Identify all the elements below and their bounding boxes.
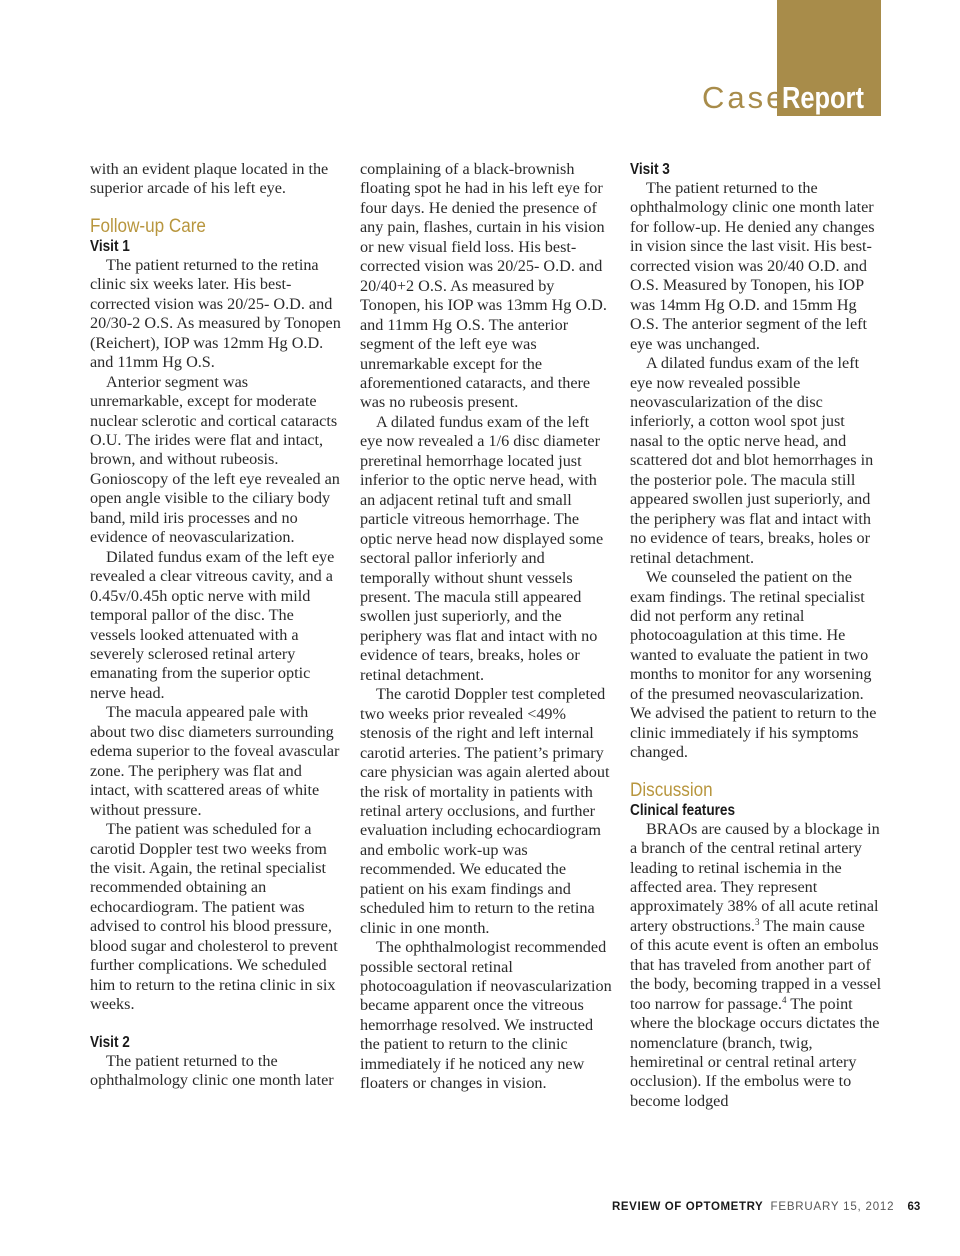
paragraph-text: BRAOs are caused by a blockage in a branch of the central retinal artery leading to retinal ischemia in the affected area. They represent approximately 38% of all acute retinal artery obstructions.: [630, 819, 880, 935]
publication-name: REVIEW OF OPTOMETRY: [612, 1201, 764, 1213]
paragraph: The macula appeared pale with about two disc diameters surrounding edema superior to the foveal avascular zone. The periphery was flat and intact, with scattered areas of white without pressure.: [90, 703, 340, 819]
text-column-3: [630, 160, 882, 1111]
paragraph: The patient was scheduled for a carotid Doppler test two weeks from the visit. Again, the retinal specialist recommended obtaining an echocardiogram. The patient was advised to control his blood pressure, blood sugar and cholesterol to prevent further complications. We scheduled him to return to the retina clinic in six weeks.: [90, 820, 338, 1014]
subheading-visit-2: Visit 2: [90, 1033, 130, 1051]
subheading-visit-1: Visit 1: [90, 237, 130, 255]
reference-marker: 4: [781, 994, 787, 1005]
paragraph: We counseled the patient on the exam findings. The retinal specialist did not perform any retinal photocoagulation at this time. He wanted to evaluate the patient in two months to monitor for any worsening of the presumed neovascularization. We advised the patient to return to the clinic immediately if his symptoms changed.: [630, 568, 877, 762]
paragraph-text: The point where the blockage occurs dictates the nomenclature (branch, twig, hemiretinal or central retinal artery occlusion). If the embolus were to become lodged: [630, 994, 880, 1110]
paragraph: The carotid Doppler test completed two weeks prior revealed <49% stenosis of the right and left internal carotid arteries. The patient’s primary care physician was again alerted about the risk of mortality in patients with retinal artery occlusions, and further evaluation including echocardiogram and embolic work-up was recommended. We educated the patient on his exam findings and scheduled him to return to the retina clinic in one month.: [360, 685, 610, 937]
text-column-2: [360, 160, 612, 1094]
paragraph: [630, 820, 882, 1112]
reference-marker: 3: [754, 916, 760, 927]
paragraph: Anterior segment was unremarkable, except for moderate nuclear sclerotic and cortical cataracts O.U. The irides were flat and intact, brown, and without rubeosis. Gonioscopy of the left eye revealed an open angle visible to the ciliary body band, mild iris processes and no evidence of neovascularization.: [90, 372, 340, 547]
section-heading-follow-up-care: Follow-up Care: [90, 215, 206, 237]
paragraph: complaining of a black-brownish floating spot he had in his left eye for four days. He denied the presence of any pain, flashes, curtain in his vision or new visual field loss. His best-corrected vision was 20/25- O.D. and 20/40+2 O.S. As measured by Tonopen, his IOP was 13mm Hg O.D. and 11mm Hg O.S. The anterior segment of the left eye was unremarkable except for the aforementioned cataracts, and there was no rubeosis present.: [360, 160, 607, 412]
section-heading-discussion: Discussion: [630, 779, 713, 801]
paragraph: The patient returned to the ophthalmology clinic one month later for follow-up. He denied any changes in vision since the last visit. His best-corrected vision was 20/40 O.D. and O.S. Measured by Tonopen, his IOP was 14mm Hg O.D. and 15mm Hg O.S. The anterior segment of the left eye was unchanged.: [630, 179, 875, 353]
paragraph: A dilated fundus exam of the left eye now revealed possible neovascularization of the disc inferiorly, a cotton wool spot just nasal to the optic nerve head, and scattered dot and blot hemorrhages in the posterior pole. The macula still appeared swollen just superiorly, and the periphery was flat and intact with no evidence of tears, breaks, holes or retinal detachment.: [630, 354, 874, 567]
paragraph: The patient returned to the ophthalmology clinic one month later: [90, 1051, 334, 1090]
paragraph-text: The main cause of this acute event is often an embolus that has traveled from another part of the body, becoming trapped in a vessel too narrow for passage.: [630, 916, 882, 1013]
section-label-report: Report: [782, 80, 864, 115]
subheading-visit-3: Visit 3: [630, 161, 670, 178]
section-label-case: Case: [702, 80, 787, 115]
text-column-1: [90, 160, 342, 1090]
paragraph: Dilated fundus exam of the left eye revealed a clear vitreous cavity, and a 0.45v/0.45h optic nerve with mild temporal pallor of the disc. The vessels looked attenuated with a severely sclerosed retinal artery emanating from the superior optic nerve head.: [90, 547, 335, 702]
paragraph: The ophthalmologist recommended possible sectoral retinal photocoagulation if neovascularization became apparent once the vitreous hemorrhage resolved. We instructed the patient to return to the clinic immediately if he noticed any new floaters or changes in vision.: [360, 938, 612, 1093]
paragraph: A dilated fundus exam of the left eye now revealed a 1/6 disc diameter preretinal hemorrhage located just inferior to the optic nerve head, with an adjacent retinal tuft and small particle vitreous hemorrhage. The optic nerve head now displayed some sectoral pallor inferiorly and temporally without shunt vessels present. The macula still appeared swollen just superiorly, and the periphery was flat and intact with no evidence of tears, breaks, holes or retinal detachment.: [360, 412, 604, 684]
paragraph: The patient returned to the retina clinic six weeks later. His best-corrected vision was 20/25- O.D. and 20/30-2 O.S. As measured by Tonopen (Reichert), IOP was 12mm Hg O.D. and 11mm Hg O.S.: [90, 255, 341, 372]
page-footer: [612, 1198, 921, 1216]
issue-date: FEBRUARY 15, 2012: [770, 1201, 895, 1213]
subheading-clinical-features: Clinical features: [630, 801, 736, 819]
paragraph: with an evident plaque located in the superior arcade of his left eye.: [90, 160, 329, 198]
page-number: 63: [907, 1201, 921, 1213]
